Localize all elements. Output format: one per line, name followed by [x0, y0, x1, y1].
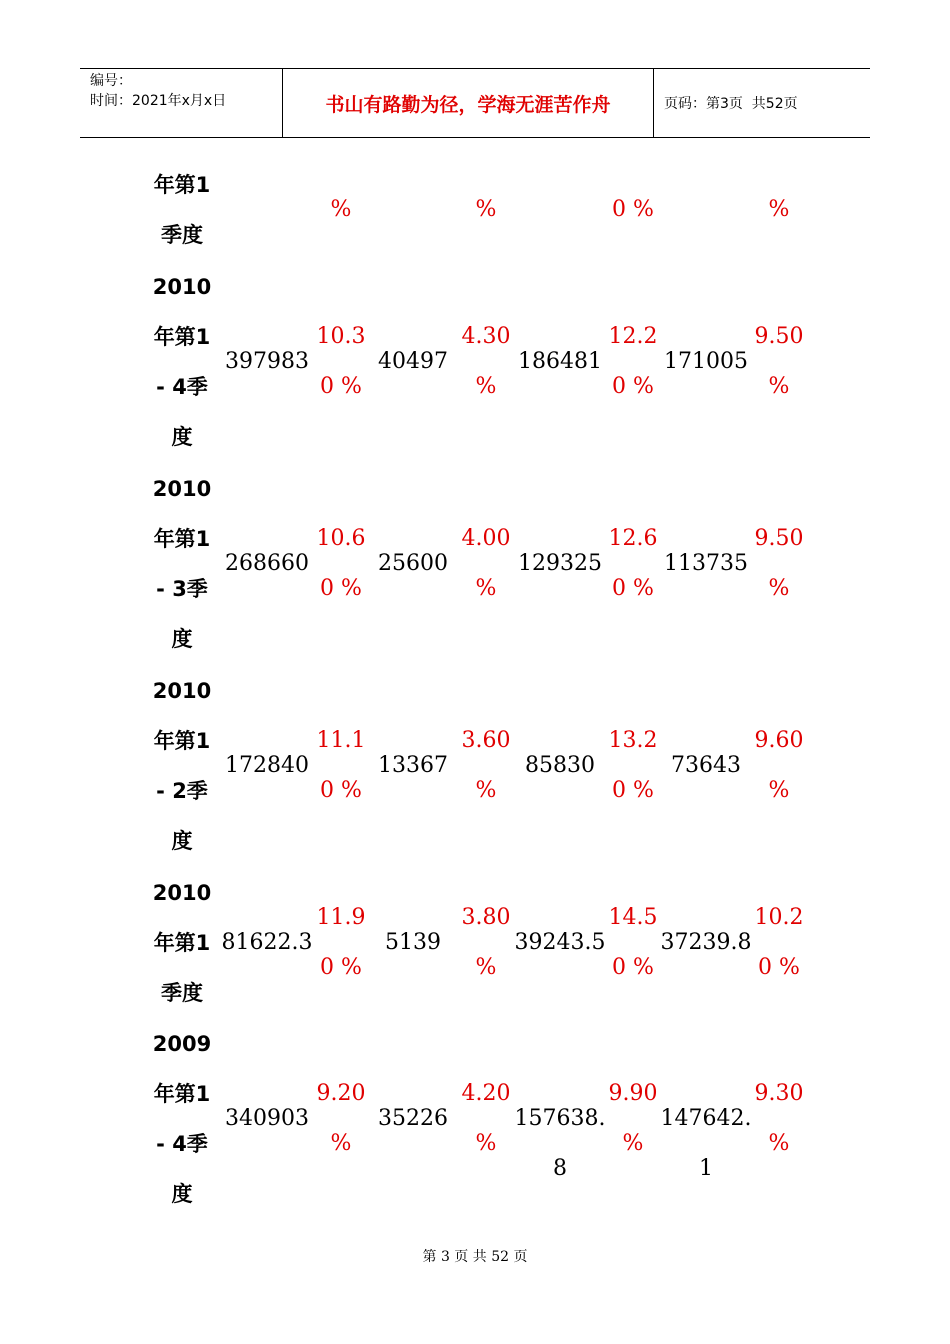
row-label-line: - 4季	[156, 375, 208, 399]
percent-value-continued: %	[768, 374, 790, 399]
cell-value: 397983	[225, 349, 309, 374]
page-info-text: 页码：第3页 共52页	[664, 96, 798, 112]
time-label: 时间：2021年x月x日	[90, 93, 227, 109]
percent-value-continued: 0 %	[320, 778, 362, 803]
percent-value-continued: %	[475, 1131, 497, 1156]
percent-value: 13.2	[608, 728, 658, 753]
percent-value-continued: %	[475, 778, 497, 803]
percent-value: 4.30	[461, 324, 511, 349]
cell-value: 73643	[671, 753, 741, 778]
row-label-line: - 4季	[156, 1132, 208, 1156]
cell-value: 186481	[518, 349, 602, 374]
cell-value: 39243.5	[514, 930, 606, 955]
row-label-line: 年第1	[153, 931, 211, 955]
cell-value: 129325	[518, 551, 602, 576]
row-label-line: 2009	[152, 1032, 212, 1056]
row-label-line: 度	[171, 425, 193, 449]
cell-value: 113735	[664, 551, 748, 576]
cell-value: 268660	[225, 551, 309, 576]
percent-value-continued: %	[622, 1131, 644, 1156]
code-label: 编号：	[90, 73, 132, 89]
percent-value-continued: 0 %	[758, 955, 800, 980]
cell-value: 40497	[378, 349, 448, 374]
cell-value: 340903	[225, 1106, 309, 1131]
percent-value: 10.3	[316, 324, 366, 349]
percent-value: 4.20	[461, 1081, 511, 1106]
percent-value-continued: %	[768, 576, 790, 601]
percent-value: 9.20	[316, 1081, 366, 1106]
cell-value: 37239.8	[660, 930, 752, 955]
percent-value-continued: 0 %	[612, 955, 654, 980]
cell-value: 171005	[664, 349, 748, 374]
percent-value: 9.50	[754, 324, 804, 349]
row-label-line: 2010	[152, 275, 212, 299]
percent-value: 9.90	[608, 1081, 658, 1106]
percent-value: 12.6	[608, 526, 658, 551]
percent-value: %	[768, 197, 790, 222]
cell-value: 35226	[378, 1106, 448, 1131]
percent-value: %	[330, 197, 352, 222]
cell-value-continued: 8	[553, 1156, 567, 1181]
row-label-line: 2010	[152, 679, 212, 703]
footer-page-number: 第 3 页 共 52 页	[422, 1249, 528, 1265]
percent-value: 4.00	[461, 526, 511, 551]
row-label-line: 季度	[161, 223, 203, 247]
cell-value: 25600	[378, 551, 448, 576]
cell-value-continued: 1	[699, 1156, 713, 1181]
percent-value: 3.60	[461, 728, 511, 753]
row-label-line: 年第1	[153, 173, 211, 197]
row-label-line: 度	[171, 627, 193, 651]
percent-value: 12.2	[608, 324, 658, 349]
row-label-line: 2010	[152, 477, 212, 501]
percent-value-continued: 0 %	[320, 955, 362, 980]
percent-value: 10.6	[316, 526, 366, 551]
percent-value: 10.2	[754, 905, 804, 930]
percent-value-continued: 0 %	[612, 778, 654, 803]
row-label-line: 年第1	[153, 527, 211, 551]
row-label-line: 季度	[161, 981, 203, 1005]
percent-value: 11.9	[316, 905, 366, 930]
row-label-line: 年第1	[153, 729, 211, 753]
percent-value-continued: 0 %	[320, 576, 362, 601]
percent-value-continued: %	[475, 955, 497, 980]
percent-value: 9.50	[754, 526, 804, 551]
cell-value: 147642.	[660, 1106, 752, 1131]
percent-value: 9.30	[754, 1081, 804, 1106]
cell-value: 157638.	[514, 1106, 606, 1131]
row-label-line: - 3季	[156, 577, 208, 601]
percent-value: 0 %	[612, 197, 654, 222]
row-label-line: 年第1	[153, 1082, 211, 1106]
percent-value: 11.1	[316, 728, 366, 753]
cell-value: 81622.3	[221, 930, 313, 955]
percent-value-continued: 0 %	[320, 374, 362, 399]
cell-value: 13367	[378, 753, 448, 778]
percent-value-continued: %	[475, 374, 497, 399]
row-label-line: 度	[171, 829, 193, 853]
cell-value: 172840	[225, 753, 309, 778]
percent-value-continued: %	[475, 576, 497, 601]
row-label-line: 度	[171, 1182, 193, 1206]
percent-value: 14.5	[608, 905, 658, 930]
percent-value-continued: %	[768, 778, 790, 803]
page-footer	[0, 1246, 950, 1266]
header-motto: 书山有路勤为径，学海无涯苦作舟	[282, 69, 654, 137]
percent-value-continued: %	[768, 1131, 790, 1156]
row-label-line: 2010	[152, 881, 212, 905]
percent-value-continued: 0 %	[612, 374, 654, 399]
percent-value: %	[475, 197, 497, 222]
percent-value-continued: 0 %	[612, 576, 654, 601]
percent-value: 3.80	[461, 905, 511, 930]
cell-value: 5139	[385, 930, 441, 955]
percent-value: 9.60	[754, 728, 804, 753]
cell-value: 85830	[525, 753, 595, 778]
percent-value-continued: %	[330, 1131, 352, 1156]
row-label-line: 年第1	[153, 325, 211, 349]
row-label-line: - 2季	[156, 779, 208, 803]
